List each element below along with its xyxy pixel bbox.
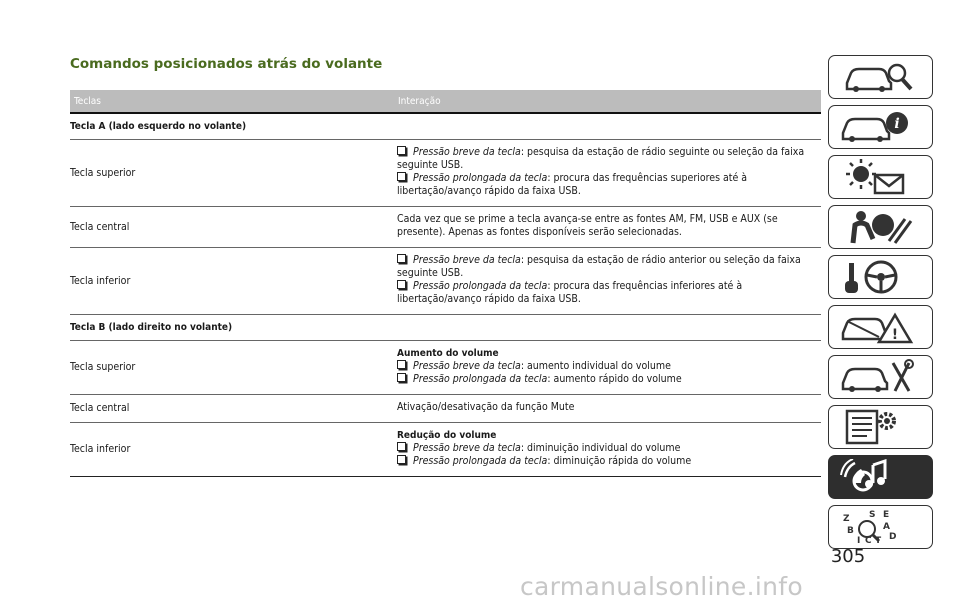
car-search-icon <box>839 59 923 95</box>
table-row <box>70 395 821 423</box>
table-row <box>70 341 821 395</box>
interaction-item <box>397 360 821 373</box>
press-type: Pressão breve da tecla <box>413 442 521 454</box>
watermark: carmanualsonline.info <box>520 572 803 601</box>
tab-car-info[interactable] <box>828 105 933 149</box>
interaction-cell <box>383 248 821 314</box>
header-keys: Teclas <box>74 95 101 107</box>
tab-car-tools[interactable] <box>828 355 933 399</box>
tab-emergency[interactable] <box>828 305 933 349</box>
interaction-item <box>397 442 821 455</box>
header-interaction: Interação <box>398 95 441 107</box>
svg-text:A: A <box>883 522 890 532</box>
checkbox-bullet-icon <box>397 373 406 382</box>
multimedia-music-icon <box>839 459 923 495</box>
table-body <box>70 114 821 477</box>
svg-text:T: T <box>875 536 882 545</box>
key-name: Tecla inferior <box>70 274 131 287</box>
interaction-item <box>397 373 821 386</box>
section-title: Comandos posicionados atrás do volante <box>70 56 383 72</box>
svg-text:E: E <box>883 510 890 520</box>
svg-text:I: I <box>857 536 861 545</box>
press-type: Pressão prolongada da tecla <box>413 280 548 292</box>
checkbox-bullet-icon <box>397 146 406 155</box>
interaction-text: Ativação/desativação da função Mute <box>397 401 575 413</box>
interaction-item <box>397 280 821 306</box>
checkbox-bullet-icon <box>397 254 406 263</box>
interaction-text: Cada vez que se prime a tecla avança-se entre as fontes AM, FM, USB e AUX (se presente). Apenas as fontes disponíveis serão selecionadas. <box>397 213 778 238</box>
press-description: : pesquisa da estação de rádio anterior ou seleção da faixa seguinte USB. <box>397 254 801 279</box>
press-description: : pesquisa da estação de rádio seguinte ou seleção da faixa seguinte USB. <box>397 146 805 171</box>
tab-key-steering[interactable] <box>828 255 933 299</box>
alphabet-index-icon <box>839 509 923 545</box>
key-steering-wheel-icon <box>839 259 923 295</box>
press-description: : aumento individual do volume <box>520 360 671 372</box>
tab-car-search[interactable] <box>828 55 933 99</box>
interaction-heading: Redução do volume <box>397 430 497 441</box>
svg-text:S: S <box>869 510 876 520</box>
tab-warning-lights[interactable] <box>828 155 933 199</box>
key-name: Tecla central <box>70 402 130 414</box>
svg-text:!: ! <box>891 327 899 343</box>
press-type: Pressão prolongada da tecla <box>413 455 548 467</box>
interaction-item <box>397 254 821 280</box>
table-row <box>70 423 821 477</box>
interaction-heading: Aumento do volume <box>397 348 499 359</box>
press-description: : procura das frequências superiores até à libertação/avanço rápido da faixa USB. <box>397 172 748 197</box>
key-name: Tecla superior <box>70 166 136 179</box>
page-number: 305 <box>830 546 866 567</box>
key-name: Tecla central <box>70 220 130 233</box>
press-description: : aumento rápido do volume <box>547 373 682 385</box>
press-type: Pressão breve da tecla <box>413 254 521 266</box>
group-heading: Tecla B (lado direito no volante) <box>70 315 821 341</box>
svg-text:B: B <box>847 526 854 536</box>
svg-text:D: D <box>889 532 897 542</box>
interaction-cell <box>383 395 821 422</box>
checkbox-bullet-icon <box>397 360 406 369</box>
warning-lights-message-icon <box>839 159 923 195</box>
interaction-cell <box>383 140 821 206</box>
svg-text:i: i <box>894 116 900 132</box>
tab-checklist[interactable] <box>828 405 933 449</box>
airbag-person-icon <box>839 209 923 245</box>
checkbox-bullet-icon <box>397 280 406 289</box>
car-emergency-icon <box>839 309 923 345</box>
press-type: Pressão breve da tecla <box>413 146 521 158</box>
checklist-gear-icon <box>839 409 923 445</box>
key-name: Tecla superior <box>70 361 136 373</box>
checkbox-bullet-icon <box>397 455 406 464</box>
controls-table <box>70 90 821 477</box>
interaction-item <box>397 455 821 468</box>
table-row <box>70 140 821 207</box>
group-heading: Tecla A (lado esquerdo no volante) <box>70 114 821 140</box>
svg-text:C: C <box>865 536 872 545</box>
interaction-item <box>397 172 821 198</box>
press-type: Pressão prolongada da tecla <box>413 373 548 385</box>
key-name: Tecla inferior <box>70 443 131 455</box>
interaction-cell <box>383 207 821 247</box>
table-header <box>70 90 821 114</box>
svg-text:Z: Z <box>843 514 850 524</box>
checkbox-bullet-icon <box>397 442 406 451</box>
press-type: Pressão prolongada da tecla <box>413 172 548 184</box>
checkbox-bullet-icon <box>397 172 406 181</box>
car-info-icon <box>839 109 923 145</box>
interaction-item <box>397 146 821 172</box>
press-type: Pressão breve da tecla <box>413 360 521 372</box>
tab-index[interactable] <box>828 505 933 549</box>
press-description: : procura das frequências inferiores até à libertação/avanço rápido da faixa USB. <box>397 280 743 305</box>
tab-multimedia[interactable] <box>828 455 933 499</box>
interaction-cell <box>383 341 821 394</box>
table-row <box>70 207 821 248</box>
interaction-cell <box>383 423 821 476</box>
table-row <box>70 248 821 315</box>
press-description: : diminuição rápida do volume <box>547 455 692 467</box>
tab-airbag[interactable] <box>828 205 933 249</box>
car-tools-icon <box>839 359 923 395</box>
press-description: : diminuição individual do volume <box>520 442 681 454</box>
